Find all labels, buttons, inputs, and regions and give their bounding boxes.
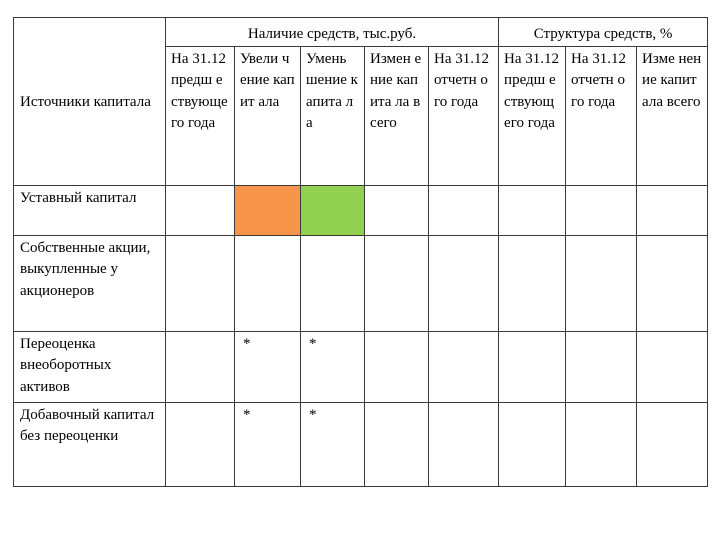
table-cell xyxy=(499,235,566,331)
sources-header: Источники капитала xyxy=(14,18,166,186)
table-cell xyxy=(637,331,708,402)
table-cell xyxy=(429,185,499,235)
table-cell xyxy=(429,235,499,331)
table-cell xyxy=(429,331,499,402)
col-header-total-change: Измен ение капита ла всего xyxy=(365,46,429,185)
table-cell xyxy=(166,235,235,331)
row-label-treasury-shares: Собственные акции, выкупленные у акционеров xyxy=(14,235,166,331)
structure-header: Структура средств, % xyxy=(499,18,708,47)
table-row xyxy=(14,235,708,331)
table-cell xyxy=(566,185,637,235)
asterisk-cell: * xyxy=(301,331,365,402)
col-header-structure-prev-year: На 31.12 предш ествующего года xyxy=(499,46,566,185)
col-header-structure-report-year: На 31.12 отчетн ого года xyxy=(566,46,637,185)
table-cell xyxy=(365,331,429,402)
table-cell xyxy=(365,235,429,331)
asterisk-cell: * xyxy=(235,402,301,486)
table-cell xyxy=(566,402,637,486)
col-header-increase: Увели чение капит ала xyxy=(235,46,301,185)
row-label-charter-capital: Уставный капитал xyxy=(14,185,166,235)
table-cell xyxy=(499,402,566,486)
table-cell xyxy=(637,235,708,331)
table-cell xyxy=(637,402,708,486)
table-cell xyxy=(365,185,429,235)
asterisk-cell: * xyxy=(235,331,301,402)
table-cell xyxy=(235,235,301,331)
highlighted-cell-green xyxy=(301,185,365,235)
asterisk-cell: * xyxy=(301,402,365,486)
table-cell xyxy=(499,331,566,402)
table-cell xyxy=(166,331,235,402)
table-cell xyxy=(637,185,708,235)
table-cell xyxy=(166,402,235,486)
capital-sources-table xyxy=(13,17,708,487)
table-cell xyxy=(301,235,365,331)
header-group-row xyxy=(14,18,708,47)
col-header-decrease: Умень шение капита ла xyxy=(301,46,365,185)
table-row xyxy=(14,185,708,235)
table-cell xyxy=(429,402,499,486)
highlighted-cell-orange xyxy=(235,185,301,235)
table-cell xyxy=(166,185,235,235)
table-cell xyxy=(566,331,637,402)
table-cell xyxy=(365,402,429,486)
col-header-structure-change: Изме нение капит ала всего xyxy=(637,46,708,185)
table-row xyxy=(14,331,708,402)
table-cell xyxy=(566,235,637,331)
row-label-additional-capital: Добавочный капитал без переоценки xyxy=(14,402,166,486)
col-header-prev-year: На 31.12 предш ествующего года xyxy=(166,46,235,185)
table-cell xyxy=(499,185,566,235)
col-header-report-year: На 31.12 отчетн ого года xyxy=(429,46,499,185)
table-row xyxy=(14,402,708,486)
availability-header: Наличие средств, тыс.руб. xyxy=(166,18,499,47)
row-label-revaluation: Переоценка внеоборотных активов xyxy=(14,331,166,402)
